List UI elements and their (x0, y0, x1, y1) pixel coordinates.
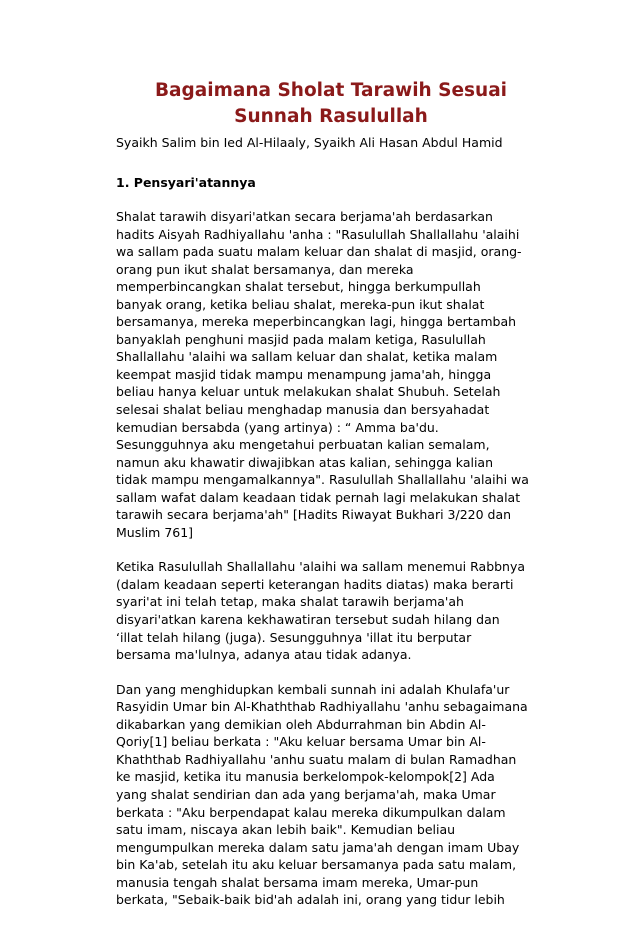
paragraph-line: syari'at ini telah tetap, maka shalat tarawih berjama'ah (116, 594, 464, 610)
paragraph-2 (116, 558, 546, 663)
paragraph-line: berkata : "Aku berpendapat kalau mereka dikumpulkan dalam (116, 804, 506, 820)
paragraph-line: Muslim 761] (116, 524, 194, 540)
paragraph-line: (dalam keadaan seperti keterangan hadits diatas) maka berarti (116, 576, 514, 592)
paragraph-line: orang pun ikut shalat bersamanya, dan mereka (116, 261, 414, 277)
paragraph-line: Dan yang menghidupkan kembali sunnah ini adalah Khulafa'ur (116, 681, 510, 697)
document-title (116, 78, 546, 130)
paragraph-line: ‘illat telah hilang (juga). Sesungguhnya 'illat itu berputar (116, 629, 472, 645)
paragraph-line: Ketika Rasulullah Shallallahu 'alaihi wa sallam menemui Rabbnya (116, 559, 526, 575)
paragraph-line: kemudian bersabda (yang artinya) : “ Amma ba'du. (116, 419, 439, 435)
paragraph-line: Khaththab Radhiyallahu 'anhu suatu malam di bulan Ramadhan (116, 751, 517, 767)
section-heading: 1. Pensyari'atannya (116, 175, 256, 190)
paragraph-3 (116, 681, 546, 909)
paragraph-line: wa sallam pada suatu malam keluar dan shalat di masjid, orang- (116, 244, 522, 260)
paragraph-line: Qoriy[1] beliau berkata : "Aku keluar bersama Umar bin Al- (116, 734, 486, 750)
paragraph-line: keempat masjid tidak mampu menampung jama'ah, hingga (116, 366, 492, 382)
paragraph-line: bersamanya, mereka meperbincangkan lagi, hingga bertambah (116, 314, 517, 330)
paragraph-line: Shalat tarawih disyari'atkan secara berjama'ah berdasarkan (116, 209, 493, 224)
paragraph-line: ke masjid, ketika itu manusia berkelompok-kelompok[2] Ada (116, 769, 495, 785)
paragraph-line: dikabarkan yang demikian oleh Abdurrahman bin Abdin Al- (116, 716, 486, 732)
paragraph-line: tidak mampu mengamalkannya". Rasulullah Shallallahu 'alaihi wa (116, 472, 529, 488)
paragraph-line: beliau hanya keluar untuk melakukan shalat Shubuh. Setelah (116, 384, 501, 400)
paragraph-line: selesai shalat beliau menghadap manusia dan bersyahadat (116, 402, 490, 418)
paragraph-line: Rasyidin Umar bin Al-Khaththab Radhiyallahu 'anhu sebagaimana (116, 699, 528, 715)
paragraph-line: namun aku khawatir diwajibkan atas kalian, sehingga kalian (116, 454, 494, 470)
title-line-2: Sunnah Rasulullah (234, 106, 428, 127)
paragraph-line: satu imam, niscaya akan lebih baik". Kemudian beliau (116, 822, 456, 838)
paragraph-line: Shallallahu 'alaihi wa sallam keluar dan shalat, ketika malam (116, 349, 498, 365)
paragraph-line: Sesungguhnya aku mengetahui perbuatan kalian semalam, (116, 437, 490, 453)
paragraph-line: hadits Aisyah Radhiyallahu 'anha : "Rasulullah Shallallahu 'alaihi (116, 226, 520, 242)
paragraph-line: memperbincangkan shalat tersebut, hingga berkumpullah (116, 279, 481, 295)
document-page (116, 78, 546, 926)
title-line-1: Bagaimana Sholat Tarawih Sesuai (154, 80, 508, 101)
paragraph-line: manusia tengah shalat bersama imam mereka, Umar-pun (116, 874, 479, 890)
paragraph-line: mengumpulkan mereka dalam satu jama'ah dengan imam Ubay (116, 839, 520, 855)
document-authors: Syaikh Salim bin Ied Al-Hilaaly, Syaikh Ali Hasan Abdul Hamid (116, 135, 503, 150)
paragraph-line: tarawih secara berjama'ah" [Hadits Riwayat Bukhari 3/220 dan (116, 507, 512, 523)
paragraph-line: yang shalat sendirian dan ada yang berjama'ah, maka Umar (116, 786, 496, 802)
paragraph-1 (116, 208, 546, 541)
paragraph-line: banyaklah penghuni masjid pada malam ketiga, Rasulullah (116, 331, 486, 347)
paragraph-line: bin Ka'ab, setelah itu aku keluar bersamanya pada satu malam, (116, 857, 517, 873)
paragraph-line: banyak orang, ketika beliau shalat, mereka-pun ikut shalat (116, 296, 485, 312)
paragraph-line: sallam wafat dalam keadaan tidak pernah lagi melakukan shalat (116, 489, 521, 505)
paragraph-line: berkata, "Sebaik-baik bid'ah adalah ini, orang yang tidur lebih (116, 892, 505, 908)
paragraph-line: disyari'atkan karena kekhawatiran tersebut sudah hilang dan (116, 612, 500, 628)
paragraph-line: bersama ma'lulnya, adanya atau tidak adanya. (116, 647, 412, 663)
